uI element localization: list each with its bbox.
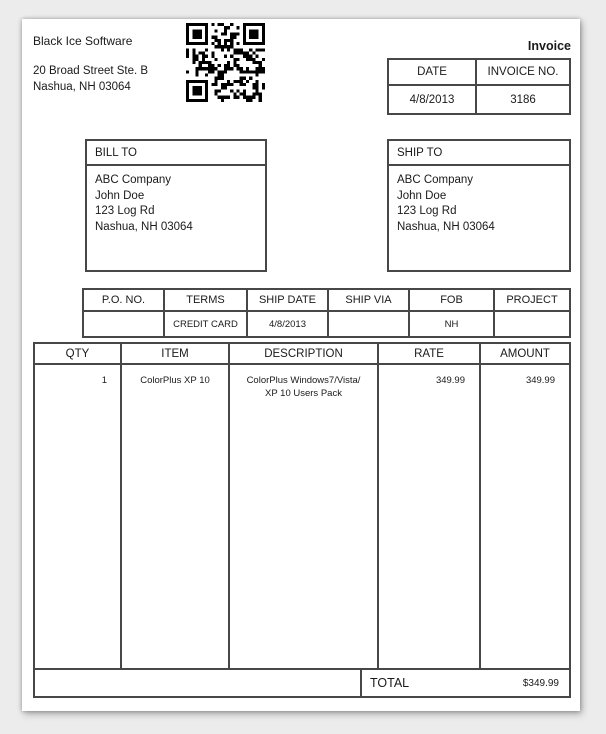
address-line: ABC Company xyxy=(95,174,172,186)
company-address xyxy=(33,64,148,95)
item-name-cell: ColorPlus XP 10 xyxy=(120,365,228,668)
bill-to-label: BILL TO xyxy=(87,141,265,166)
address-line: Nashua, NH 03064 xyxy=(95,220,193,233)
total-row xyxy=(35,670,569,696)
items-table xyxy=(33,342,571,698)
order-info-header-cell: P.O. NO. xyxy=(84,290,163,312)
invoice-title: Invoice xyxy=(527,39,571,53)
items-header-cell: AMOUNT xyxy=(479,344,569,363)
item-amount-cell: 349.99 xyxy=(479,365,569,668)
items-table-header xyxy=(35,344,569,365)
total-spacer-cell xyxy=(35,670,362,696)
item-description-line: XP 10 Users Pack xyxy=(265,388,342,399)
date-header-cell: DATE xyxy=(389,60,475,86)
address-line: 123 Log Rd xyxy=(397,205,457,217)
item-row xyxy=(35,365,569,670)
total-label: TOTAL xyxy=(370,676,410,690)
order-info-header-cell: SHIP DATE xyxy=(246,290,327,312)
order-info-header-cell: PROJECT xyxy=(493,290,569,312)
items-header-cell: QTY xyxy=(65,347,90,360)
order-info-value-cell xyxy=(327,312,408,336)
invoice-no-value-cell: 3186 xyxy=(475,86,569,113)
invoice-page xyxy=(22,19,580,711)
company-name: Black Ice Software xyxy=(33,34,133,48)
order-info-value-cell: 4/8/2013 xyxy=(246,312,327,336)
address-line: Nashua, NH 03064 xyxy=(397,220,495,233)
order-info-header-cell: SHIP VIA xyxy=(327,290,408,312)
items-header-cell: ITEM xyxy=(120,344,228,363)
company-address-line: 20 Broad Street Ste. B xyxy=(33,65,149,77)
date-value-cell: 4/8/2013 xyxy=(409,93,455,106)
item-description-line: ColorPlus Windows7/Vista/ xyxy=(246,375,361,386)
order-info-header-cell: FOB xyxy=(408,290,493,312)
bill-to-address xyxy=(87,166,265,242)
address-line: John Doe xyxy=(95,189,145,202)
bill-to-box xyxy=(85,139,267,272)
items-header-cell: DESCRIPTION xyxy=(228,344,377,363)
ship-to-box xyxy=(387,139,571,272)
ship-to-label: SHIP TO xyxy=(389,141,569,166)
ship-to-address xyxy=(389,166,569,242)
order-info-value-cell: NH xyxy=(408,312,493,336)
qr-code xyxy=(186,23,265,102)
item-description-cell xyxy=(228,365,377,668)
total-cell xyxy=(362,670,569,696)
order-info-value-cell: CREDIT CARD xyxy=(163,312,246,336)
order-info-value-cell xyxy=(84,312,163,336)
invoice-meta-table xyxy=(387,58,571,115)
items-header-cell: RATE xyxy=(377,344,479,363)
address-line: 123 Log Rd xyxy=(95,205,155,217)
order-info-table xyxy=(82,288,571,338)
invoice-no-header-cell: INVOICE NO. xyxy=(475,60,569,86)
company-address-line: Nashua, NH 03064 xyxy=(33,80,131,93)
total-amount: $349.99 xyxy=(522,677,559,689)
address-line: John Doe xyxy=(397,189,447,202)
item-rate-cell: 349.99 xyxy=(377,365,479,668)
order-info-value-cell xyxy=(493,312,569,336)
item-qty-cell: 1 xyxy=(101,375,107,386)
address-line: ABC Company xyxy=(397,174,474,186)
order-info-header-cell: TERMS xyxy=(163,290,246,312)
